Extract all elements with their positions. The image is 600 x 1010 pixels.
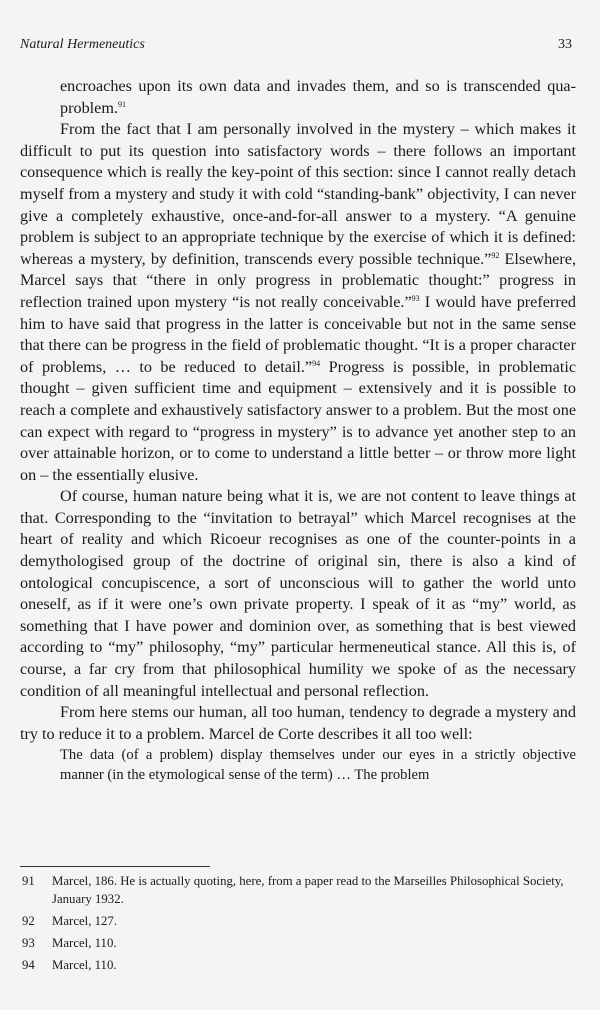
- block-quote: The data (of a problem) display themselves under our eyes in a strictly objective manner (in the etymological sense of the term) … The problem: [60, 747, 576, 784]
- footnotes: [20, 872, 582, 978]
- footnote-number: 92: [22, 914, 35, 928]
- footnote-ref[interactable]: 91: [118, 99, 126, 109]
- footnote-number: 94: [22, 958, 35, 972]
- paragraph-text: Progress is possible, in problematic thought – given sufficient time and equipment – extensively and it is possible to reach a complete and exhaustively satisfactory answer to a problem. But the most one can expect with regard to “progress in mystery” is to advance yet another step to an over attainable horizon, or to come to understand a little better – or throw more light on – the essentially elusive.: [20, 357, 576, 484]
- footnote: [20, 872, 582, 908]
- footnote: [20, 956, 582, 974]
- paragraph: [20, 119, 576, 486]
- footnote-ref[interactable]: 93: [411, 293, 420, 303]
- paragraph-text: From the fact that I am personally involved in the mystery – which makes it difficult to put its question into satisfactory words – there follows an important consequence which is really the key-point of this section: since I cannot really detach myself from a mystery and study it with cold “standing-bank” objectivity, I can never give a completely exhaustive, once-and-for-all answer to a mystery. “A genuine problem is subject to an appropriate technique by the exercise of which it is defined: whereas a mystery, by definition, transcends every possible technique.”: [20, 120, 576, 268]
- paragraph-text: encroaches upon its own data and invades them, and so is transcended qua-problem.: [60, 77, 576, 117]
- footnote-divider: [20, 866, 210, 867]
- footnote-text: Marcel, 110.: [52, 936, 117, 950]
- footnote-number: 93: [22, 936, 35, 950]
- footnote-ref[interactable]: 94: [312, 358, 321, 368]
- paragraph-text: I would have preferred him to have said that progress in the latter is conceivable but not in the same sense that there can be progress in the field of problematic thought. “It is a proper character of problems, … to be reduced to detail.”: [20, 292, 576, 376]
- footnote-text: Marcel, 110.: [52, 958, 117, 972]
- footnote: [20, 934, 582, 952]
- paragraph: From here stems our human, all too human, tendency to degrade a mystery and try to reduce it to a problem. Marcel de Corte describes it all too well:: [20, 703, 576, 743]
- paragraph: Of course, human nature being what it is, we are not content to leave things at that. Corresponding to the “invitation to betrayal” which Marcel recognises at the heart of reality and which Ricoeur recognises as one of the counter-points in a demythologised group of the doctrine of original sin, there is also a kind of ontological concupiscence, a sort of unconscious will to gather the world unto oneself, as if it were one’s own private property. I speak of it as “my” world, as something that I have power and dominion over, as something that is best viewed according to “my” philosophy, “my” particular hermeneutical stance. All this is, of course, a far cry from that philosophical humility we spoke of as the necessary condition of all meaningful intellectual and personal reflection.: [20, 487, 576, 700]
- paragraph-continued: [20, 76, 576, 119]
- paragraph-text: Elsewhere, Marcel says that “there in only progress in problematic thought:” progress in reflection trained upon mystery “is not really conceivable.”: [20, 249, 576, 311]
- footnote-text: Marcel, 127.: [52, 914, 118, 928]
- footnote: [20, 912, 582, 930]
- main-text: [20, 76, 576, 785]
- footnote-ref[interactable]: 92: [491, 250, 500, 260]
- footnote-number: 91: [22, 874, 35, 888]
- running-title: Natural Hermeneutics: [20, 37, 145, 52]
- page-number: 33: [558, 37, 572, 52]
- running-head: [20, 36, 572, 54]
- footnote-text: Marcel, 186. He is actually quoting, here, from a paper read to the Marseilles Philosophical Society, January 1932.: [52, 874, 564, 906]
